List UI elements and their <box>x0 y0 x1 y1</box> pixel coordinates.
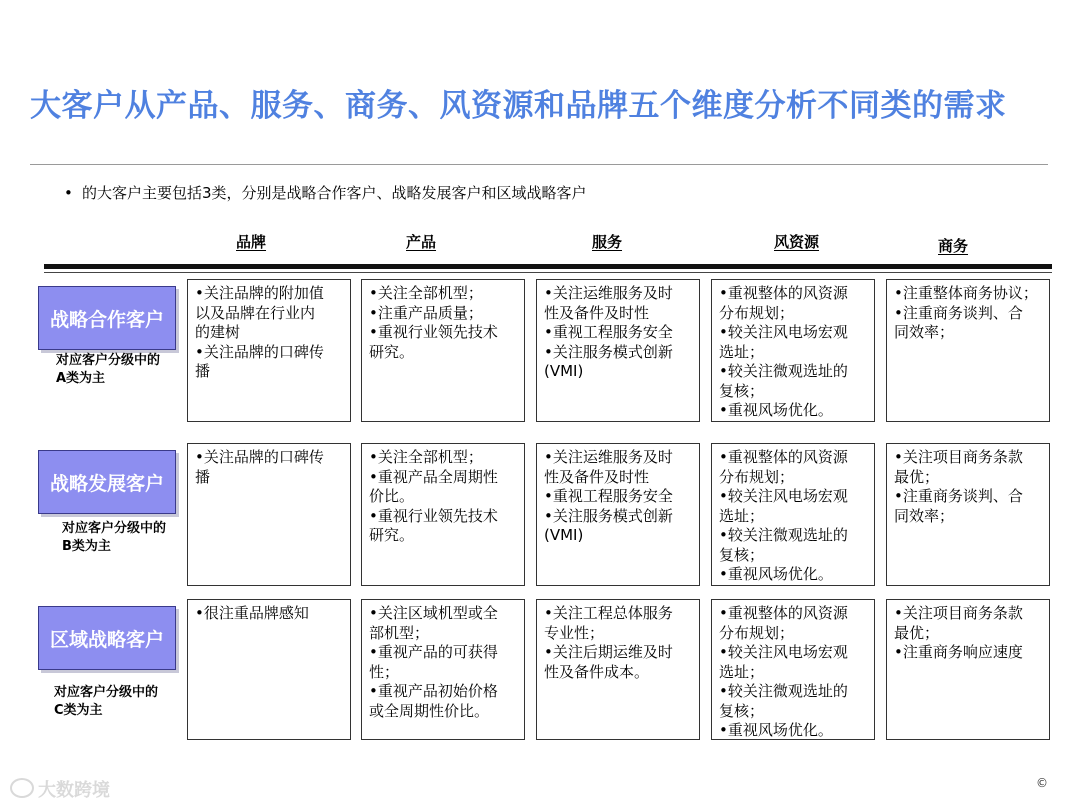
cell-line: 部机型； <box>369 623 430 642</box>
header-rule-thick <box>44 264 1052 269</box>
cell-line: •重视整体的风资源 <box>719 604 848 622</box>
column-header-business: 商务 <box>938 237 969 255</box>
category-label: 战略发展客户 <box>49 472 164 495</box>
column-header-service: 服务 <box>592 233 623 251</box>
cell-line: •关注项目商务条款 <box>894 448 1023 466</box>
category-strategic-development <box>38 450 176 514</box>
cell-line: •关注项目商务条款 <box>894 604 1023 622</box>
page-title: 大客户从产品、服务、商务、风资源和品牌五个维度分析不同类的需求 <box>30 88 1007 124</box>
cell-line: •关注品牌的口碑传 <box>195 448 324 466</box>
cell-line: •重视整体的风资源 <box>719 448 848 466</box>
cell-line: •关注后期运维及时 <box>544 643 673 661</box>
cell-business <box>886 279 1050 422</box>
cell-line: •较关注风电场宏观 <box>719 487 848 505</box>
category-note <box>56 352 160 388</box>
cell-line: •重视产品全周期性 <box>369 467 498 486</box>
category-note <box>62 520 166 556</box>
cell-line: 选址； <box>719 342 765 361</box>
category-note-line: C类为主 <box>54 703 103 718</box>
cell-wind-resource <box>711 599 875 740</box>
cell-line: •较关注微观选址的 <box>719 526 848 544</box>
cell-wind-resource <box>711 279 875 422</box>
cell-line: 专业性； <box>544 623 605 642</box>
cell-line: •关注服务模式创新 <box>544 342 673 361</box>
intro-text: 的大客户主要包括3类，分别是战略合作客户、战略发展客户和区域战略客户 <box>82 184 587 202</box>
cell-product <box>361 443 525 586</box>
cell-line: •重视行业领先技术 <box>369 506 498 525</box>
cell-brand <box>187 443 351 586</box>
category-note-line: 对应客户分级中的 <box>54 685 159 700</box>
category-label: 战略合作客户 <box>49 308 164 331</box>
cell-line: •重视风场优化。 <box>719 401 833 419</box>
cell-line: •重视行业领先技术 <box>369 323 498 341</box>
cell-line: 复核； <box>719 701 765 720</box>
cell-line: •很注重品牌感知 <box>195 604 309 622</box>
cell-line: 播 <box>195 467 211 486</box>
cell-line: •关注服务模式创新 <box>544 506 673 525</box>
bullet-marker: • <box>64 184 73 202</box>
title-divider <box>30 164 1048 165</box>
cell-line: •关注全部机型； <box>369 448 483 466</box>
cell-line: (VMI) <box>544 362 584 380</box>
cell-wind-resource <box>711 443 875 586</box>
cell-line: •注重商务响应速度 <box>894 643 1023 661</box>
cell-line: •关注运维服务及时 <box>544 448 673 466</box>
cell-product <box>361 279 525 422</box>
category-strategic-partner <box>38 286 176 350</box>
cell-product <box>361 599 525 740</box>
cell-line: •重视产品的可获得 <box>369 643 498 661</box>
cell-line: 研究。 <box>369 526 415 544</box>
column-header-wind-resource: 风资源 <box>774 233 820 251</box>
category-note <box>54 684 158 720</box>
cell-line: 或全周期性价比。 <box>369 701 490 720</box>
header-rule-thin <box>44 272 1052 273</box>
category-note-line: 对应客户分级中的 <box>56 353 161 368</box>
cell-line: •关注品牌的附加值 <box>195 284 324 302</box>
cell-line: •关注工程总体服务 <box>544 604 673 622</box>
copyright: © <box>1036 776 1048 790</box>
cell-line: 复核； <box>719 381 765 400</box>
cell-line: •较关注微观选址的 <box>719 362 848 380</box>
cell-business <box>886 443 1050 586</box>
cell-line: 同效率； <box>894 506 955 525</box>
cell-line: 性及备件成本。 <box>544 662 650 681</box>
cell-line: •重视风场优化。 <box>719 721 833 739</box>
cell-line: •关注品牌的口碑传 <box>195 342 324 361</box>
cell-line: 复核； <box>719 545 765 564</box>
cell-line: •注重商务谈判、合 <box>894 487 1023 505</box>
cell-line: •较关注风电场宏观 <box>719 323 848 341</box>
cell-line: 最优； <box>894 467 940 486</box>
cell-line: •较关注微观选址的 <box>719 682 848 700</box>
column-header-brand: 品牌 <box>236 233 267 251</box>
category-note-line: A类为主 <box>56 371 106 386</box>
cell-line: 分布规划； <box>719 303 795 322</box>
category-note-line: B类为主 <box>62 539 111 554</box>
cell-line: 分布规划； <box>719 623 795 642</box>
cell-line: 性； <box>369 662 400 681</box>
cell-line: •重视工程服务安全 <box>544 323 673 341</box>
cell-brand <box>187 279 351 422</box>
cell-line: (VMI) <box>544 526 584 544</box>
category-regional-strategic <box>38 606 176 670</box>
column-header-product: 产品 <box>406 233 437 251</box>
intro-bullet <box>64 182 587 204</box>
cell-line: 同效率； <box>894 323 955 341</box>
logo-icon <box>10 778 34 798</box>
logo-text: 大数跨境 <box>38 780 110 801</box>
category-label: 区域战略客户 <box>49 628 164 651</box>
cell-line: •重视风场优化。 <box>719 565 833 583</box>
cell-line: 研究。 <box>369 342 415 361</box>
cell-line: •注重商务谈判、合 <box>894 303 1023 322</box>
cell-line: 选址； <box>719 662 765 681</box>
cell-line: 性及备件及时性 <box>544 467 650 486</box>
footer-logo <box>10 776 110 802</box>
cell-line: 以及品牌在行业内 <box>195 303 316 322</box>
cell-brand <box>187 599 351 740</box>
cell-line: •重视产品初始价格 <box>369 682 498 700</box>
cell-line: •关注区域机型或全 <box>369 604 498 622</box>
cell-service <box>536 443 700 586</box>
cell-line: 播 <box>195 362 211 380</box>
cell-line: 选址； <box>719 506 765 525</box>
cell-line: •注重产品质量； <box>369 303 483 322</box>
cell-line: 价比。 <box>369 487 415 505</box>
cell-line: •重视整体的风资源 <box>719 284 848 302</box>
cell-line: •关注全部机型； <box>369 284 483 302</box>
cell-line: •重视工程服务安全 <box>544 487 673 505</box>
cell-line: 最优； <box>894 623 940 642</box>
cell-line: 分布规划； <box>719 467 795 486</box>
cell-service <box>536 599 700 740</box>
cell-line: •关注运维服务及时 <box>544 284 673 302</box>
cell-service <box>536 279 700 422</box>
cell-line: •注重整体商务协议； <box>894 284 1038 302</box>
cell-business <box>886 599 1050 740</box>
category-note-line: 对应客户分级中的 <box>62 521 167 536</box>
cell-line: 的建树 <box>195 323 241 341</box>
cell-line: •较关注风电场宏观 <box>719 643 848 661</box>
cell-line: 性及备件及时性 <box>544 303 650 322</box>
